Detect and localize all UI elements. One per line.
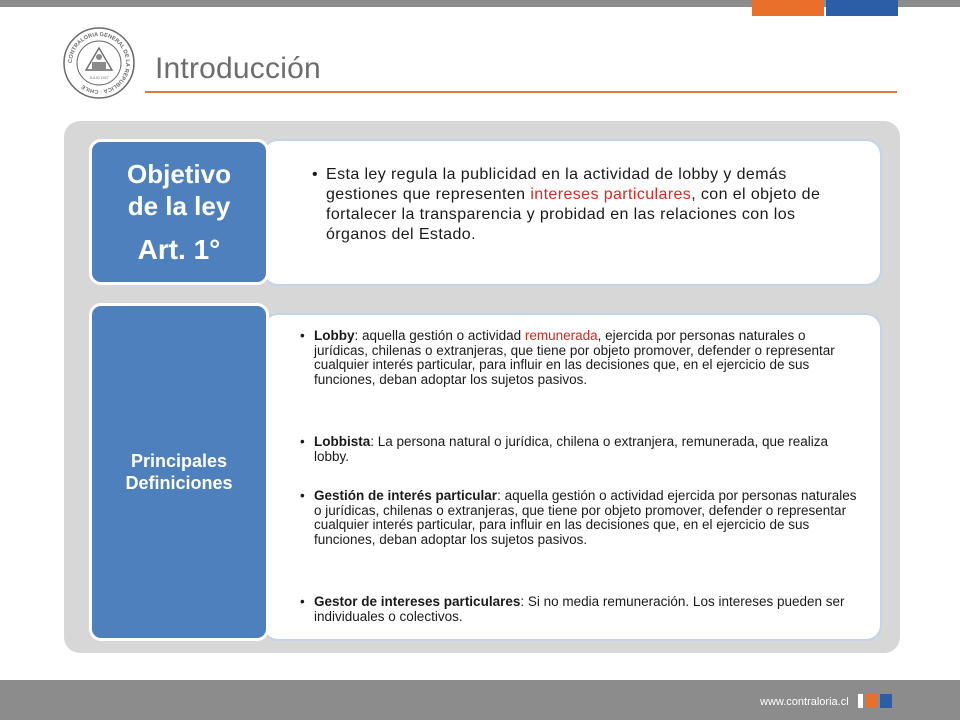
definition-item-gestion: • Gestión de interés particular: aquella gestión o actividad ejercida por personas naturales o jurídicas, chilenas o extranjeras, que tiene por objeto promover, defender o representar cualquier interés particular, para influir en las decisiones que, en el ejercicio de sus funciones, deban adoptar los sujetos pasivos. bbox=[300, 488, 857, 547]
objective-highlight: intereses particulares bbox=[530, 186, 692, 203]
objective-label-line1: Objetivo bbox=[126, 159, 231, 189]
definitions-label-line1: Principales bbox=[130, 451, 228, 471]
objective-bullet bbox=[312, 165, 852, 245]
footer-square-orange bbox=[866, 694, 878, 708]
bullet-icon: • bbox=[300, 594, 305, 609]
bullet-icon: • bbox=[300, 488, 305, 503]
seal-logo bbox=[62, 26, 136, 100]
objective-content-box bbox=[262, 139, 882, 286]
svg-text:CONTRALORIA GENERAL DE LA REPU: CONTRALORIA GENERAL DE LA REPUBLICA · CHILE bbox=[67, 31, 131, 95]
svg-text:JULIO 1927: JULIO 1927 bbox=[89, 76, 109, 80]
page-title: Introducción bbox=[155, 52, 321, 85]
definitions-label-line2: Definiciones bbox=[125, 473, 233, 493]
bullet-icon: • bbox=[300, 328, 305, 343]
bullet-icon: • bbox=[300, 434, 305, 449]
definition-highlight: remunerada bbox=[524, 328, 598, 343]
objective-label bbox=[89, 139, 269, 285]
objective-label-article: Art. 1° bbox=[137, 234, 221, 265]
definitions-content-box bbox=[262, 313, 882, 641]
footer-square-white bbox=[858, 694, 863, 708]
top-accent-orange bbox=[752, 0, 824, 16]
objective-label-line2: de la ley bbox=[127, 191, 231, 221]
definition-item-lobbista: • Lobbista: La persona natural o jurídica, chilena o extranjera, remunerada, que realiza lobby. bbox=[300, 434, 829, 464]
definition-item-gestor: • Gestor de intereses particulares: Si no media remuneración. Los intereses pueden ser individuales o colectivos. bbox=[300, 594, 845, 624]
top-accent-blue bbox=[826, 0, 898, 16]
footer-url[interactable]: www.contraloria.cl bbox=[760, 696, 849, 708]
footer-square-blue bbox=[880, 694, 892, 708]
bullet-icon: • bbox=[312, 166, 319, 183]
objective-text: Esta ley regula la publicidad en la actividad de lobby y demás gestiones que representen intereses particulares, con el objeto de fortalecer la transparencia y probidad en las relaciones con los órganos del Estado. bbox=[326, 166, 821, 243]
title-underline bbox=[145, 91, 897, 93]
definitions-label bbox=[89, 303, 269, 641]
definition-item-lobby: • Lobby: aquella gestión o actividad remunerada, ejercida por personas naturales o jurídicas, chilenas o extranjeras, que tiene por objeto promover, defender o representar cualquier interés particular, para influir en las decisiones que, en el ejercicio de sus funciones, deban adoptar los sujetos pasivos. bbox=[300, 328, 835, 387]
